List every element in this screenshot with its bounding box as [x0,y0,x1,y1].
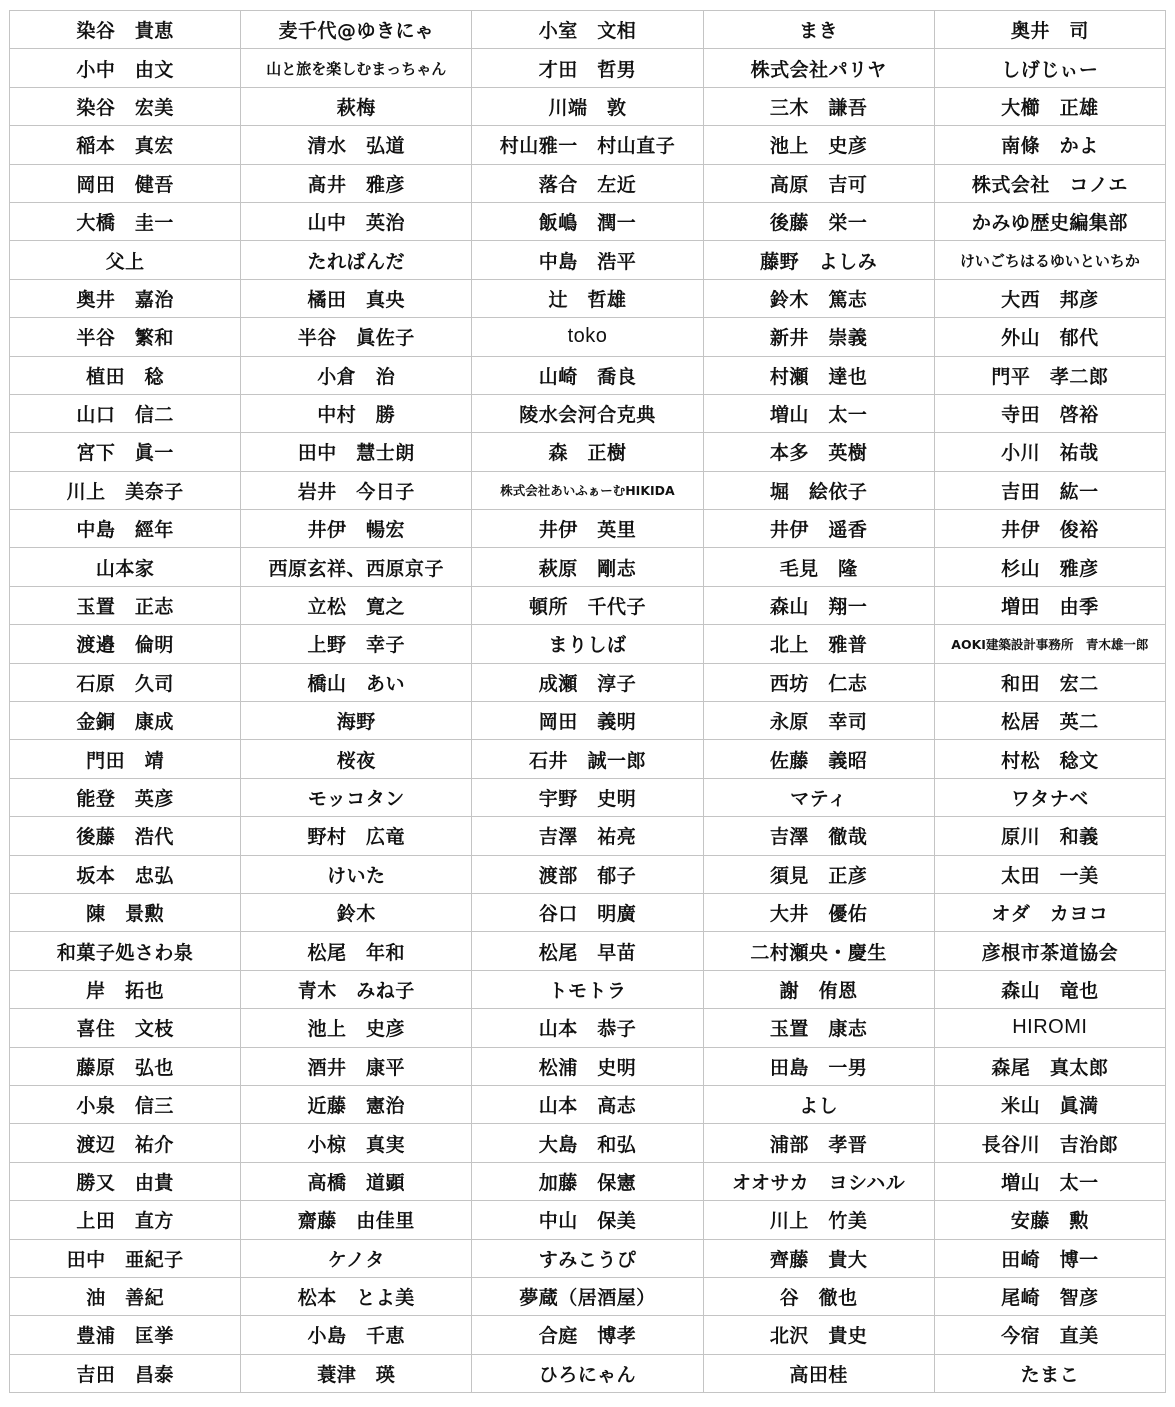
name-cell: 萩梅 [241,87,472,125]
name-cell: 夢蔵（居酒屋） [472,1277,703,1315]
name-cell: 陵水会河合克典 [472,394,703,432]
name-cell: 藤野 よしみ [703,241,934,279]
name-cell: 南條 かよ [934,126,1165,164]
name-cell: 西坊 仁志 [703,663,934,701]
table-row [10,279,1166,317]
name-cell: 中山 保美 [472,1201,703,1239]
name-cell: 彦根市茶道協会 [934,932,1165,970]
name-cell: 吉田 昌泰 [10,1354,241,1392]
name-cell: 喜住 文枝 [10,1009,241,1047]
name-cell: 米山 眞満 [934,1085,1165,1123]
name-cell: 頓所 千代子 [472,586,703,624]
name-cell: 大西 邦彦 [934,279,1165,317]
name-cell: 橋山 あい [241,663,472,701]
name-cell: 飯嶋 潤一 [472,202,703,240]
name-cell: たまこ [934,1354,1165,1392]
name-cell: 森山 竜也 [934,970,1165,1008]
name-cell: 森山 翔一 [703,586,934,624]
table-row [10,855,1166,893]
name-cell: 立松 寛之 [241,586,472,624]
name-cell: 陳 景勲 [10,893,241,931]
name-cell: 吉澤 祐亮 [472,817,703,855]
name-cell: 山本家 [10,548,241,586]
name-cell: 寺田 啓裕 [934,394,1165,432]
name-cell: 山本 恭子 [472,1009,703,1047]
name-cell: 染谷 宏美 [10,87,241,125]
name-cell: 吉田 紘一 [934,471,1165,509]
name-cell: 近藤 憲治 [241,1085,472,1123]
table-row [10,1239,1166,1277]
name-cell: 落合 左近 [472,164,703,202]
table-row [10,586,1166,624]
name-cell: 齊藤 貴大 [703,1239,934,1277]
table-row [10,49,1166,87]
table-row [10,702,1166,740]
name-cell: 金銅 康成 [10,702,241,740]
table-row [10,471,1166,509]
table-row [10,1354,1166,1392]
name-cell: 株式会社 コノエ [934,164,1165,202]
name-cell: 上田 直方 [10,1201,241,1239]
name-cell: 株式会社あいふぁーむHIKIDA [472,471,703,509]
name-cell: まき [703,11,934,49]
name-cell: 田中 慧士朗 [241,433,472,471]
name-cell: 松本 とよ美 [241,1277,472,1315]
name-cell: 橘田 真央 [241,279,472,317]
table-row [10,663,1166,701]
name-cell: 小室 文相 [472,11,703,49]
name-cell: 岡田 健吾 [10,164,241,202]
table-row [10,241,1166,279]
name-cell: 増田 由季 [934,586,1165,624]
name-cell: 桜夜 [241,740,472,778]
name-cell: 池上 史彦 [703,126,934,164]
table-row [10,778,1166,816]
name-cell: 株式会社パリヤ [703,49,934,87]
name-cell: 海野 [241,702,472,740]
name-cell: 小中 由文 [10,49,241,87]
name-cell: 中島 浩平 [472,241,703,279]
name-cell: 谷 徹也 [703,1277,934,1315]
name-cell: 才田 哲男 [472,49,703,87]
table-row [10,164,1166,202]
name-cell: 太田 一美 [934,855,1165,893]
name-cell: 松浦 史明 [472,1047,703,1085]
name-cell: かみゆ歴史編集部 [934,202,1165,240]
name-cell: 宮下 眞一 [10,433,241,471]
name-cell: すみこうぴ [472,1239,703,1277]
table-row [10,970,1166,1008]
name-cell: 毛見 隆 [703,548,934,586]
name-cell: しげじぃー [934,49,1165,87]
table-row [10,548,1166,586]
name-cell: 堀 絵依子 [703,471,934,509]
name-cell: 成瀬 淳子 [472,663,703,701]
name-cell: 池上 史彦 [241,1009,472,1047]
name-cell: 齋藤 由佳里 [241,1201,472,1239]
table-row [10,1162,1166,1200]
names-table [9,10,1166,1393]
name-cell: 松居 英二 [934,702,1165,740]
name-cell: 須見 正彦 [703,855,934,893]
name-cell: 後藤 栄一 [703,202,934,240]
name-cell: 山と旅を楽しむまっちゃん [241,49,472,87]
name-cell: 謝 侑恩 [703,970,934,1008]
name-cell: 藤原 弘也 [10,1047,241,1085]
name-cell: 永原 幸司 [703,702,934,740]
name-cell: 田島 一男 [703,1047,934,1085]
name-cell: 半谷 繁和 [10,318,241,356]
name-cell: 井伊 遥香 [703,510,934,548]
name-cell: 上野 幸子 [241,625,472,663]
name-cell: 和菓子処さわ泉 [10,932,241,970]
table-row [10,433,1166,471]
name-cell: 蓑津 瑛 [241,1354,472,1392]
name-cell: 奥井 嘉治 [10,279,241,317]
name-cell: 石原 久司 [10,663,241,701]
name-cell: 岸 拓也 [10,970,241,1008]
name-cell: 中島 經年 [10,510,241,548]
name-cell: 鈴木 [241,893,472,931]
name-cell: 谷口 明廣 [472,893,703,931]
name-cell: 植田 稔 [10,356,241,394]
table-row [10,1316,1166,1354]
name-cell: 清水 弘道 [241,126,472,164]
name-cell: 西原玄祥、西原京子 [241,548,472,586]
name-cell: 高橋 道顕 [241,1162,472,1200]
table-row [10,1085,1166,1123]
table-row [10,87,1166,125]
name-cell: 父上 [10,241,241,279]
name-cell: toko [472,318,703,356]
name-cell: 大橋 圭一 [10,202,241,240]
table-row [10,1201,1166,1239]
name-cell: 中村 勝 [241,394,472,432]
table-row [10,394,1166,432]
table-row [10,1277,1166,1315]
name-cell: HIROMI [934,1009,1165,1047]
name-cell: ケノタ [241,1239,472,1277]
table-row [10,893,1166,931]
name-cell: 長谷川 吉治郎 [934,1124,1165,1162]
name-cell: 坂本 忠弘 [10,855,241,893]
name-cell: 原川 和義 [934,817,1165,855]
name-cell: 小椋 真実 [241,1124,472,1162]
name-cell: 大島 和弘 [472,1124,703,1162]
name-cell: 杉山 雅彦 [934,548,1165,586]
name-cell: 染谷 貴恵 [10,11,241,49]
name-cell: 合庭 博孝 [472,1316,703,1354]
name-cell: 玉置 康志 [703,1009,934,1047]
table-row [10,625,1166,663]
name-cell: まりしば [472,625,703,663]
name-cell: 稲本 真宏 [10,126,241,164]
name-cell: ワタナベ [934,778,1165,816]
name-cell: 麦千代@ゆきにゃ [241,11,472,49]
name-cell: 村瀬 達也 [703,356,934,394]
table-row [10,1009,1166,1047]
name-cell: モッコタン [241,778,472,816]
name-cell: 小島 千恵 [241,1316,472,1354]
name-cell: 渡部 郁子 [472,855,703,893]
table-row [10,356,1166,394]
name-cell: 川端 敦 [472,87,703,125]
name-cell: 山口 信二 [10,394,241,432]
name-cell: 門平 孝二郎 [934,356,1165,394]
name-cell: 半谷 眞佐子 [241,318,472,356]
table-row [10,932,1166,970]
name-cell: 髙井 雅彦 [241,164,472,202]
name-cell: 松尾 年和 [241,932,472,970]
name-cell: けいた [241,855,472,893]
name-cell: ひろにゃん [472,1354,703,1392]
name-cell: 川上 美奈子 [10,471,241,509]
name-cell: 高原 吉可 [703,164,934,202]
name-cell: 大櫛 正雄 [934,87,1165,125]
name-cell: けいごちはるゆいといちか [934,241,1165,279]
name-cell: 酒井 康平 [241,1047,472,1085]
name-cell: 鈴木 篤志 [703,279,934,317]
table-row [10,126,1166,164]
name-cell: 岩井 今日子 [241,471,472,509]
name-cell: 浦部 孝晋 [703,1124,934,1162]
name-cell: 能登 英彦 [10,778,241,816]
name-cell: 野村 広竜 [241,817,472,855]
name-cell: 三木 謙吾 [703,87,934,125]
name-cell: 小倉 治 [241,356,472,394]
name-cell: よし [703,1085,934,1123]
name-cell: 北沢 貴史 [703,1316,934,1354]
name-cell: 森尾 真太郎 [934,1047,1165,1085]
name-cell: 高田桂 [703,1354,934,1392]
name-cell: 村松 稔文 [934,740,1165,778]
table-row [10,510,1166,548]
name-cell: 門田 靖 [10,740,241,778]
name-cell: 増山 太一 [934,1162,1165,1200]
name-cell: 山本 高志 [472,1085,703,1123]
name-cell: 佐藤 義昭 [703,740,934,778]
name-cell: 井伊 俊裕 [934,510,1165,548]
name-cell: 山中 英治 [241,202,472,240]
name-cell: 小泉 信三 [10,1085,241,1123]
name-cell: 渡邉 倫明 [10,625,241,663]
name-cell: 外山 郁代 [934,318,1165,356]
name-cell: 大井 優佑 [703,893,934,931]
name-cell: 岡田 義明 [472,702,703,740]
name-cell: 今宿 直美 [934,1316,1165,1354]
table-row [10,1124,1166,1162]
name-cell: 豊浦 匡挙 [10,1316,241,1354]
table-row [10,11,1166,49]
name-cell: 田中 亜紀子 [10,1239,241,1277]
name-cell: 増山 太一 [703,394,934,432]
name-cell: 森 正樹 [472,433,703,471]
name-cell: 井伊 英里 [472,510,703,548]
name-cell: 宇野 史明 [472,778,703,816]
name-cell: 二村瀬央・慶生 [703,932,934,970]
name-cell: 油 善紀 [10,1277,241,1315]
name-cell: 奥井 司 [934,11,1165,49]
name-cell: 和田 宏二 [934,663,1165,701]
name-cell: マティ [703,778,934,816]
name-cell: 井伊 暢宏 [241,510,472,548]
name-cell: 尾崎 智彦 [934,1277,1165,1315]
table-row [10,740,1166,778]
name-cell: 北上 雅普 [703,625,934,663]
name-cell: 吉澤 徹哉 [703,817,934,855]
name-cell: 村山雅一 村山直子 [472,126,703,164]
name-cell: たればんだ [241,241,472,279]
name-cell: 安藤 勲 [934,1201,1165,1239]
name-cell: 小川 祐哉 [934,433,1165,471]
name-cell: 松尾 早苗 [472,932,703,970]
table-row [10,1047,1166,1085]
name-cell: 後藤 浩代 [10,817,241,855]
name-cell: オダ カヨコ [934,893,1165,931]
name-cell: 山崎 喬良 [472,356,703,394]
name-cell: 青木 みね子 [241,970,472,1008]
name-cell: 加藤 保憲 [472,1162,703,1200]
name-cell: 勝又 由貴 [10,1162,241,1200]
name-cell: AOKI建築設計事務所 青木雄一郎 [934,625,1165,663]
name-cell: 辻 哲雄 [472,279,703,317]
name-cell: トモトラ [472,970,703,1008]
name-cell: オオサカ ヨシハル [703,1162,934,1200]
name-cell: 川上 竹美 [703,1201,934,1239]
name-cell: 萩原 剛志 [472,548,703,586]
name-cell: 石井 誠一郎 [472,740,703,778]
table-row [10,202,1166,240]
name-cell: 渡辺 祐介 [10,1124,241,1162]
table-row [10,817,1166,855]
name-cell: 玉置 正志 [10,586,241,624]
table-row [10,318,1166,356]
name-cell: 新井 崇義 [703,318,934,356]
names-table-body [10,11,1166,1393]
name-cell: 田崎 博一 [934,1239,1165,1277]
name-cell: 本多 英樹 [703,433,934,471]
